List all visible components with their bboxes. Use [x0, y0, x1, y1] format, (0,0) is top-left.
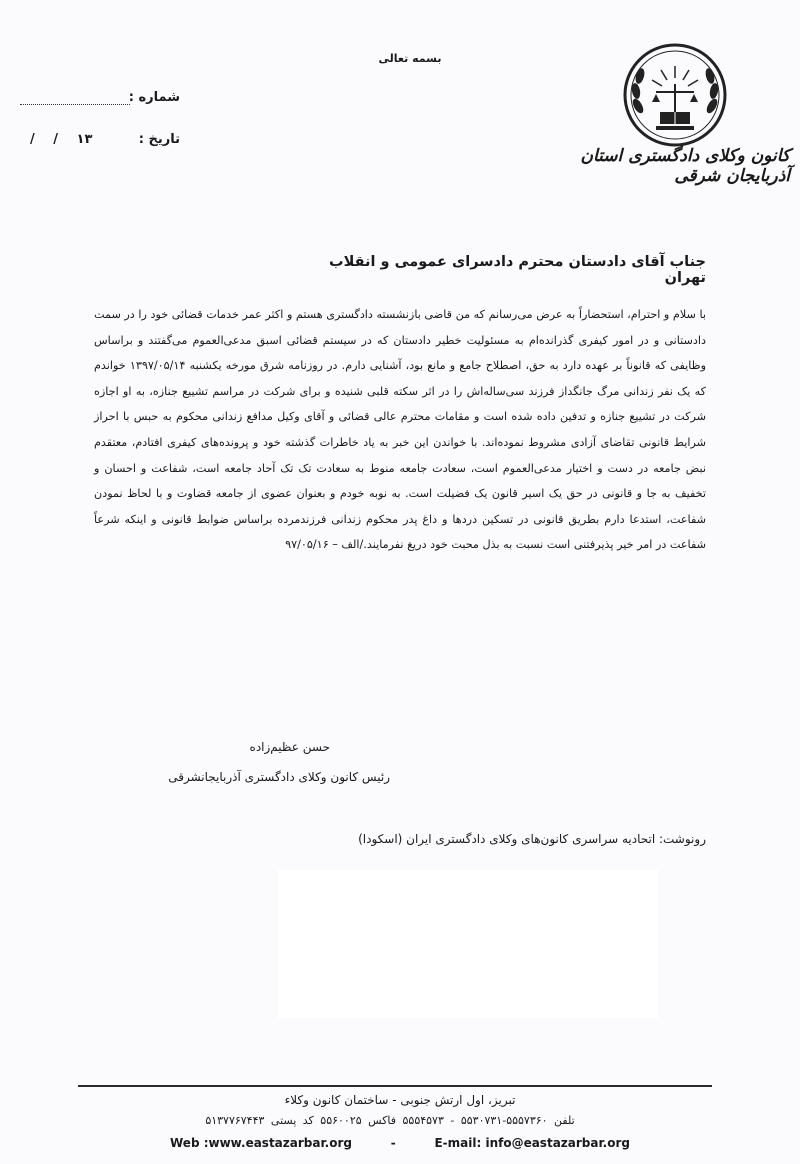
email-link[interactable]: E-mail: info@eastazarbar.org: [434, 1136, 630, 1150]
organization-name: کانون وکلای دادگستری استان آذربایجان شرقی: [580, 146, 790, 186]
letter-body: با سلام و احترام، استحضاراً به عرض می‌رسانم که من قاضی بازنشسته دادگستری هستم و اکثر عمر خدمات قضائی خود را در سمت دادستانی و در امور کیفری گذرانده‌ام به مسئولیت خطیر دادستان که در سیستم قضائی اسبق مدعی‌العموم می‌گفتند و براساس وظایفی که قانوناً بر عهده دارد به حق، اصطلاح جامع و مانع بود، آشنایی دارم. در روزنامه شرق مورخه یکشنبه ۱۳۹۷/۰۵/۱۴ خواندم که یک نفر زندانی مرگ جانگداز فرزند سی‌ساله‌اش را در اثر سکته قلبی شنیده و برای شرکت در مراسم تشییع جنازه، به او اجازه شرکت در تشییع جنازه و تدفین داده شده است و مقامات محترم عالی قضائی و آقای وکیل مدافع زندانی محکوم به حبس با احراز شرایط قانونی تقاضای آزادی مشروط نموده‌اند. با خواندن این خبر به یاد خاطرات گذشته خود و پرونده‌های کیفری افتادم، معتقدم نبض جامعه در دست و اختیار مدعی‌العموم است، سعادت جامعه منوط به سعادت تک تک آحاد جامعه است، شفاعت و احسان و تخفیف به جا و قانونی در حق یک اسیر قانون یک فضیلت است. به نوبه خودم و بعنوان عضوی از جامعه قضاوت و با لحاظ نمودن شفاعت، استدعا دارم بطریق قانونی در تسکین دردها و داغ پدر محکوم زندانی فرزندمرده براساس ضوابط قانونی و اینکه شرعاً شفاعت در امر خیر پذیرفتنی است نسبت به بذل محبت خود دریغ نفرمایند./الف – ۹۷/۰۵/۱۶: [94, 308, 706, 552]
signatory-name: حسن عظیم‌زاده: [249, 740, 330, 754]
date-label: تاریخ :: [138, 132, 180, 147]
redacted-area: [278, 870, 658, 1018]
footer-phones: تلفن ۵۵۵۷۳۶۰-۵۵۳۰۷۳۱ - ۵۵۵۴۵۷۳ فاکس ۵۵۶۰۰۲۵ کد پستی ۵۱۳۷۷۶۷۴۴۳: [205, 1114, 575, 1127]
basmala: بسمه تعالی: [378, 52, 442, 65]
footer-divider: [78, 1085, 712, 1087]
date-value: / / ۱۳: [30, 132, 93, 147]
footer-address: تبریز، اول ارتش جنوبی - ساختمان کانون وکلاء: [284, 1093, 516, 1107]
reference-number-label: شماره :: [128, 90, 180, 105]
bar-association-emblem: [616, 36, 734, 154]
signatory-title: رئیس کانون وکلای دادگستری آذربایجانشرقی: [168, 770, 390, 784]
footer-separator: -: [390, 1136, 396, 1150]
recipient-line: جناب آقای دادستان محترم دادسرای عمومی و انقلاب تهران: [329, 254, 706, 286]
website-link[interactable]: Web :www.eastazarbar.org: [170, 1136, 352, 1150]
carbon-copy-line: رونوشت: اتحادیه سراسری کانون‌های وکلای دادگستری ایران (اسکودا): [358, 832, 706, 846]
footer-contact: [170, 1136, 630, 1150]
